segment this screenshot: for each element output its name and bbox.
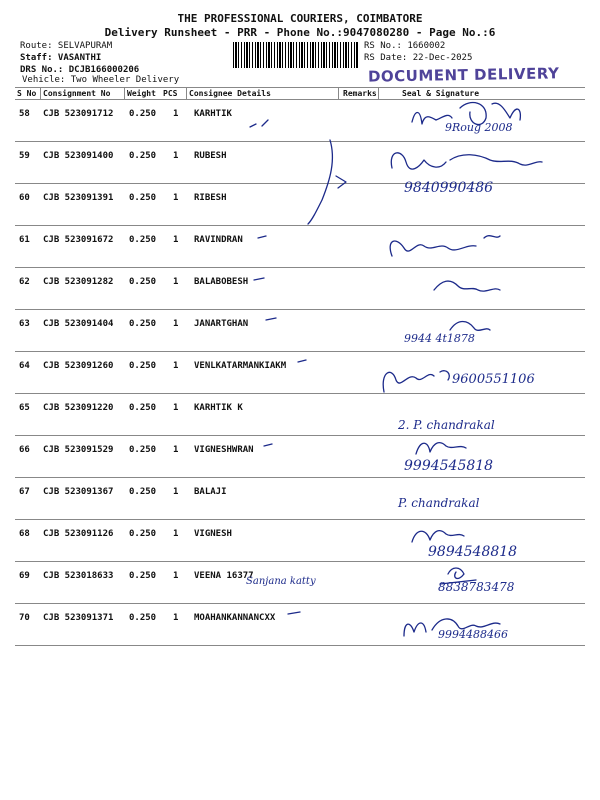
- row-consignment: CJB 523091260: [43, 361, 114, 371]
- row-weight: 0.250: [129, 319, 157, 329]
- row-sno: 68: [19, 529, 30, 539]
- row-consignee: BALAJI: [194, 487, 227, 497]
- route-label: Route: SELVAPURAM: [20, 41, 113, 51]
- row-consignment: CJB 523091126: [43, 529, 114, 539]
- row-consignment: CJB 523091282: [43, 277, 114, 287]
- signature-scribble: [390, 236, 500, 256]
- row-consignment: CJB 523091220: [43, 403, 114, 413]
- col-consignment: Consignment No: [43, 89, 111, 98]
- row-sno: 63: [19, 319, 30, 329]
- row-weight: 0.250: [129, 361, 157, 371]
- row-pcs: 1: [173, 361, 179, 371]
- col-weight: Weight: [127, 89, 156, 98]
- signature-scribble: [264, 443, 466, 454]
- row-weight: 0.250: [129, 193, 157, 203]
- col-consignee: Consignee Details: [189, 89, 271, 98]
- handwritten-phone: 9994545818: [404, 458, 494, 474]
- staff-label: Staff: VASANTHI: [20, 53, 102, 63]
- row-sno: 59: [19, 151, 30, 161]
- row-consignee: RAVINDRAN: [194, 235, 243, 245]
- row-consignee: JANARTGHAN: [194, 319, 249, 329]
- rs-date: RS Date: 22-Dec-2025: [364, 53, 473, 63]
- rs-number: RS No.: 1660002: [364, 41, 446, 51]
- col-remarks: Remarks: [343, 89, 377, 98]
- signature-scribble: [254, 236, 266, 280]
- row-sno: 67: [19, 487, 30, 497]
- row-pcs: 1: [173, 403, 179, 413]
- row-weight: 0.250: [129, 403, 157, 413]
- row-consignee: VEENA 16377: [194, 571, 254, 581]
- signature-scribble: [250, 120, 268, 127]
- row-consignment: CJB 523091404: [43, 319, 114, 329]
- signature-scribble: [308, 140, 346, 224]
- row-weight: 0.250: [129, 487, 157, 497]
- delivery-stamp: DOCUMENT DELIVERY: [367, 64, 560, 86]
- row-weight: 0.250: [129, 109, 157, 119]
- row-consignee: VIGNESH: [194, 529, 232, 539]
- row-sno: 61: [19, 235, 30, 245]
- row-consignment: CJB 523091712: [43, 109, 114, 119]
- row-sno: 62: [19, 277, 30, 287]
- signature-scribble: [391, 153, 542, 169]
- drs-number: DRS No.: DCJB166000206: [20, 65, 140, 75]
- handwritten-name: 2. P. chandrakal: [398, 418, 495, 432]
- row-consignment: CJB 523091391: [43, 193, 114, 203]
- row-sno: 65: [19, 403, 30, 413]
- row-consignee: KARHTIK: [194, 109, 232, 119]
- company-title: THE PROFESSIONAL COURIERS, COIMBATORE: [177, 12, 423, 25]
- signature-scribble: [266, 318, 490, 330]
- col-seal-signature: Seal & Signature: [402, 89, 480, 98]
- row-weight: 0.250: [129, 613, 157, 623]
- signature-scribble: [434, 281, 500, 291]
- row-consignee: VENLKATARMANKIAKM: [194, 361, 287, 371]
- row-consignee: RIBESH: [194, 193, 227, 203]
- row-pcs: 1: [173, 319, 179, 329]
- row-weight: 0.250: [129, 571, 157, 581]
- row-pcs: 1: [173, 151, 179, 161]
- row-consignment: CJB 523091371: [43, 613, 114, 623]
- row-pcs: 1: [173, 571, 179, 581]
- row-consignment: CJB 523091367: [43, 487, 114, 497]
- handwritten-note: 9Roug 2008: [445, 121, 513, 134]
- handwritten-name: P. chandrakal: [398, 496, 480, 510]
- row-pcs: 1: [173, 529, 179, 539]
- vehicle-label: Vehicle: Two Wheeler Delivery: [22, 75, 180, 85]
- row-consignee: VIGNESHWRAN: [194, 445, 254, 455]
- handwritten-phone: 9994488466: [438, 628, 508, 641]
- signature-scribble: [298, 360, 449, 392]
- row-pcs: 1: [173, 277, 179, 287]
- row-sno: 70: [19, 613, 30, 623]
- row-sno: 58: [19, 109, 30, 119]
- row-consignment: CJB 523091529: [43, 445, 114, 455]
- row-pcs: 1: [173, 487, 179, 497]
- handwritten-phone: 9600551106: [452, 372, 535, 387]
- row-weight: 0.250: [129, 529, 157, 539]
- row-pcs: 1: [173, 193, 179, 203]
- signature-scribble: [412, 531, 464, 542]
- runsheet-title: Delivery Runsheet - PRR - Phone No.:9047080280 - Page No.:6: [104, 26, 496, 39]
- row-weight: 0.250: [129, 151, 157, 161]
- row-consignee: BALABOBESH: [194, 277, 249, 287]
- row-consignee: MOAHANKANNANCXX: [194, 613, 276, 623]
- row-consignment: CJB 523018633: [43, 571, 114, 581]
- row-consignee: RUBESH: [194, 151, 227, 161]
- handwritten-phone: 9840990486: [404, 180, 494, 196]
- col-sno: S No: [17, 89, 37, 98]
- row-weight: 0.250: [129, 445, 157, 455]
- row-pcs: 1: [173, 445, 179, 455]
- handwritten-phone: 8838783478: [438, 580, 515, 594]
- row-pcs: 1: [173, 235, 179, 245]
- row-consignment: CJB 523091672: [43, 235, 114, 245]
- row-consignee: KARHTIK K: [194, 403, 243, 413]
- row-pcs: 1: [173, 109, 179, 119]
- row-consignment: CJB 523091400: [43, 151, 114, 161]
- row-sno: 69: [19, 571, 30, 581]
- row-pcs: 1: [173, 613, 179, 623]
- handwritten-name: Sanjana katty: [246, 576, 316, 587]
- col-pcs: PCS: [163, 89, 178, 98]
- handwritten-phone: 9944 4t1878: [404, 332, 475, 345]
- handwritten-phone: 9894548818: [428, 544, 518, 560]
- row-weight: 0.250: [129, 277, 157, 287]
- row-sno: 64: [19, 361, 30, 371]
- row-sno: 66: [19, 445, 30, 455]
- row-weight: 0.250: [129, 235, 157, 245]
- row-sno: 60: [19, 193, 30, 203]
